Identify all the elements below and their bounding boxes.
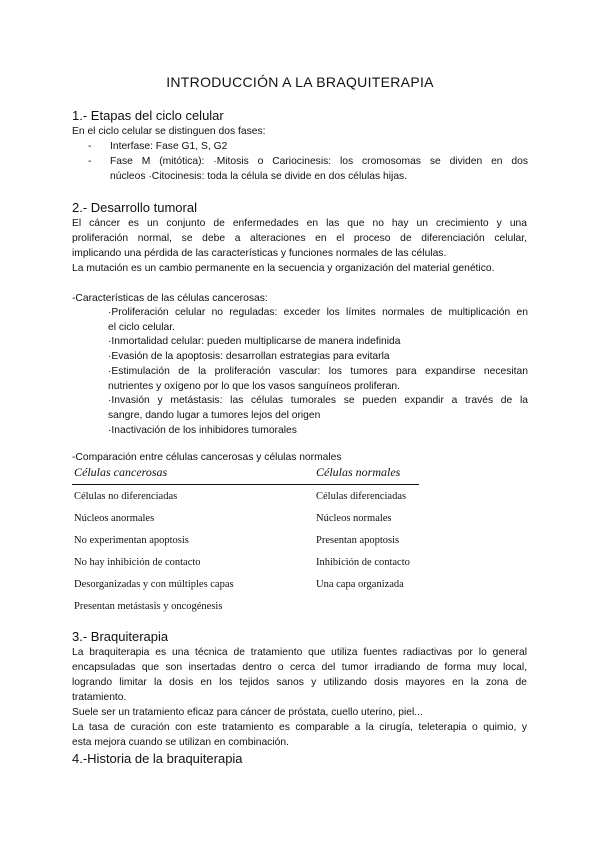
list-item: el ciclo celular.	[108, 321, 175, 333]
table-row	[72, 485, 419, 508]
table-header-row	[72, 463, 419, 485]
list-item-text-cont: núcleos ·Citocinesis: toda la célula se divide en dos células hijas.	[110, 171, 408, 182]
table-cell	[314, 595, 419, 617]
list-item: ·Proliferación celular no reguladas: exceder los límites normales de multiplicación en	[108, 307, 528, 318]
list-item: ·Inactivación de los inhibidores tumorales	[108, 424, 297, 436]
list-item: ·Invasión y metástasis: las células tumorales se pueden expandir a través de la	[108, 395, 528, 407]
page-title: INTRODUCCIÓN A LA BRAQUITERAPIA	[166, 74, 434, 90]
characteristics-title	[72, 291, 527, 306]
table-cell: Una capa organizada	[316, 578, 404, 590]
table-row	[72, 595, 419, 617]
list-item: nutrientes y oxígeno por lo que los vasos sanguíneos proliferan.	[108, 380, 400, 392]
comparison-table	[72, 463, 419, 617]
column-header: Células normales	[314, 463, 419, 485]
section-3-heading: 3.- Braquiterapia	[72, 629, 169, 644]
paragraph-line: La braquiterapia es una técnica de tratamiento que utiliza fuentes radiactivas por lo general	[72, 647, 527, 658]
list-item	[88, 154, 528, 184]
dash-marker: -	[88, 141, 92, 152]
paragraph-line: esta mejora cuando se utilizan en combinación.	[72, 737, 289, 748]
table-cell: Núcleos normales	[316, 512, 392, 524]
table-row	[72, 507, 419, 529]
table-cell: Presentan apoptosis	[316, 534, 400, 546]
characteristics-title-text: -Características de las células cancerosas:	[72, 293, 268, 304]
table-cell: No experimentan apoptosis	[74, 534, 189, 546]
section-1-intro	[72, 124, 527, 139]
table-row	[72, 551, 419, 573]
list-item: sangre, dando lugar a tumores lejos del origen	[108, 409, 321, 421]
table-cell: Presentan metástasis y oncogénesis	[74, 600, 223, 612]
list-item: ·Inmortalidad celular: pueden multiplicarse de manera indefinida	[108, 336, 401, 348]
paragraph-line: Suele ser un tratamiento eficaz para cáncer de próstata, cuello uterino, piel...	[72, 707, 423, 718]
paragraph-line: implicando una pérdida de las características y funciones normales de las células.	[72, 248, 447, 259]
section-2-heading: 2.- Desarrollo tumoral	[72, 200, 197, 215]
paragraph-line: La mutación es un cambio permanente en la secuencia y organización del material genético.	[72, 263, 495, 274]
table-cell: Células diferenciadas	[316, 490, 407, 502]
section-4-heading: 4.-Historia de la braquiterapia	[72, 751, 243, 766]
table-cell: Núcleos anormales	[74, 512, 155, 524]
list-item-text: Fase M (mitótica): ·Mitosis o Cariocinesis: los cromosomas se dividen en dos	[110, 156, 528, 167]
paragraph-line: logrando limitar la dosis en los tejidos sanos y utilizando dosis mayores en la zona de	[72, 677, 527, 688]
list-item: ·Estimulación de la proliferación vascular: los tumores para expandirse necesitan	[108, 365, 528, 377]
table-row	[72, 573, 419, 595]
column-header: Células cancerosas	[72, 463, 314, 485]
table-row	[72, 529, 419, 551]
table-cell: Inhibición de contacto	[316, 556, 410, 568]
paragraph-line: encapsuladas que son insertadas dentro o cerca del tumor irradiando de forma muy local,	[72, 662, 527, 673]
paragraph-line: proliferación normal, se debe a alteraciones en el proceso de diferenciación celular,	[72, 233, 527, 244]
paragraph-line: El cáncer es un conjunto de enfermedades en las que no hay un crecimiento y una	[72, 218, 527, 229]
section-1-intro-text: En el ciclo celular se distinguen dos fases:	[72, 126, 266, 137]
section-3-body	[72, 645, 527, 750]
comparison-title-text: -Comparación entre células cancerosas y células normales	[72, 452, 342, 463]
table-cell: Células no diferenciadas	[74, 490, 178, 502]
section-1-heading: 1.- Etapas del ciclo celular	[72, 108, 224, 123]
table-cell: No hay inhibición de contacto	[74, 556, 201, 568]
section-2-body	[72, 216, 527, 276]
phase-list	[88, 139, 528, 184]
list-item-text: Interfase: Fase G1, S, G2	[110, 141, 228, 152]
list-item	[88, 139, 528, 154]
characteristics-list	[108, 306, 528, 438]
list-item: ·Evasión de la apoptosis: desarrollan estrategias para evitarla	[108, 351, 390, 363]
dash-marker: -	[88, 156, 92, 167]
paragraph-line: tratamiento.	[72, 692, 127, 703]
paragraph-line: La tasa de curación con este tratamiento es comparable a la cirugía, teleterapia o quimio, y	[72, 722, 527, 733]
table-cell: Desorganizadas y con múltiples capas	[74, 578, 234, 590]
